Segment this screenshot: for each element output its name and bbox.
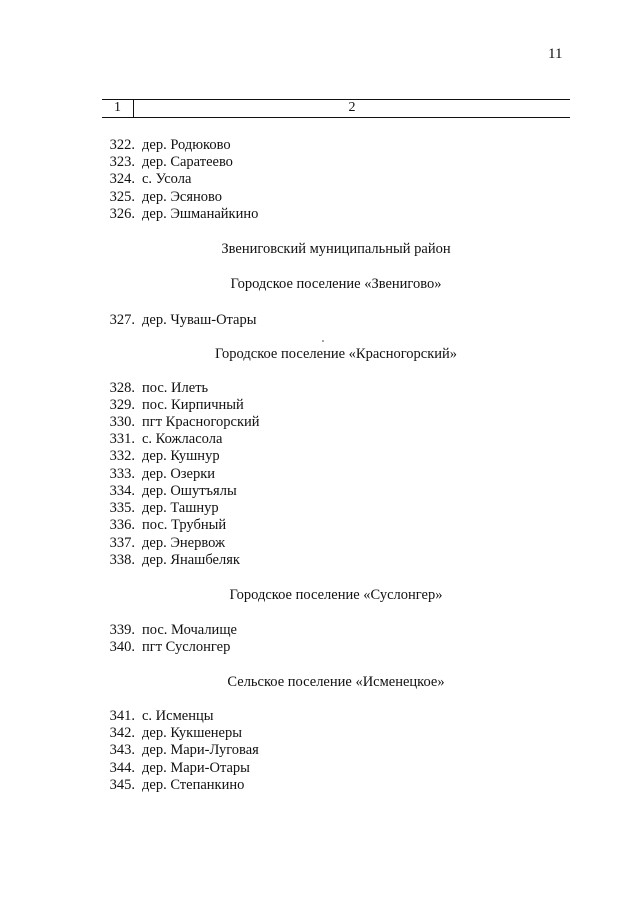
table-header bbox=[102, 99, 570, 118]
item-number: 337. bbox=[109, 535, 135, 551]
item-number: 341. bbox=[109, 708, 135, 724]
item-name: дер. Саратеево bbox=[142, 154, 233, 170]
item-number: 343. bbox=[109, 742, 135, 758]
item-number: 333. bbox=[109, 466, 135, 482]
item-number: 330. bbox=[109, 414, 135, 430]
item-name: дер. Кушнур bbox=[142, 448, 220, 464]
item-name: с. Исменцы bbox=[142, 708, 214, 724]
item-number: 345. bbox=[109, 777, 135, 793]
section-heading-ismenetskoe: Сельское поселение «Исменецкое» bbox=[227, 674, 445, 690]
item-number: 342. bbox=[109, 725, 135, 741]
item-number: 327. bbox=[109, 312, 135, 328]
item-number: 336. bbox=[109, 517, 135, 533]
item-number: 326. bbox=[109, 206, 135, 222]
item-name: пос. Трубный bbox=[142, 517, 227, 533]
header-col-2: 2 bbox=[348, 100, 356, 115]
item-name: дер. Мари-Луговая bbox=[142, 742, 259, 758]
item-name: дер. Энервож bbox=[142, 535, 225, 551]
item-number: 325. bbox=[109, 189, 135, 205]
item-number: 329. bbox=[109, 397, 135, 413]
item-number: 323. bbox=[109, 154, 135, 170]
district-heading: Звениговский муниципальный район bbox=[221, 241, 451, 257]
item-number: 344. bbox=[109, 760, 135, 776]
item-name: с. Кожласола bbox=[142, 431, 223, 447]
item-name: с. Усола bbox=[142, 171, 192, 187]
header-col-1: 1 bbox=[114, 100, 121, 115]
item-number: 324. bbox=[109, 171, 135, 187]
item-number: 331. bbox=[109, 431, 135, 447]
item-name: дер. Степанкино bbox=[142, 777, 245, 793]
item-name: пос. Кирпичный bbox=[142, 397, 244, 413]
section-heading-zvenigovo: Городское поселение «Звенигово» bbox=[230, 276, 442, 292]
item-name: дер. Мари-Отары bbox=[142, 760, 250, 776]
item-number: 338. bbox=[109, 552, 135, 568]
item-name: пос. Илеть bbox=[142, 380, 209, 396]
item-name: дер. Ошутъялы bbox=[142, 483, 237, 499]
item-number: 332. bbox=[109, 448, 135, 464]
scan-speck bbox=[322, 340, 324, 342]
item-name: дер. Эшманайкино bbox=[142, 206, 259, 222]
page-number: 11 bbox=[548, 46, 563, 62]
section-heading-krasnogorsky: Городское поселение «Красногорский» bbox=[214, 346, 458, 362]
item-number: 335. bbox=[109, 500, 135, 516]
item-name: дер. Ташнур bbox=[142, 500, 219, 516]
item-number: 340. bbox=[109, 639, 135, 655]
item-number: 334. bbox=[109, 483, 135, 499]
item-name: дер. Кукшенеры bbox=[142, 725, 242, 741]
item-number: 328. bbox=[109, 380, 135, 396]
item-name: дер. Чуваш-Отары bbox=[142, 312, 257, 328]
item-name: пгт Суслонгер bbox=[142, 639, 231, 655]
header-rule-bottom bbox=[102, 117, 570, 118]
item-name: дер. Эсяново bbox=[142, 189, 222, 205]
item-name: дер. Родюково bbox=[142, 137, 231, 153]
item-name: пос. Мочалище bbox=[142, 622, 237, 638]
item-name: дер. Озерки bbox=[142, 466, 216, 482]
item-number: 339. bbox=[109, 622, 135, 638]
item-number: 322. bbox=[109, 137, 135, 153]
section-heading-suslonger: Городское поселение «Суслонгер» bbox=[229, 587, 443, 603]
item-name: дер. Янашбеляк bbox=[142, 552, 240, 568]
item-name: пгт Красногорский bbox=[142, 414, 260, 430]
